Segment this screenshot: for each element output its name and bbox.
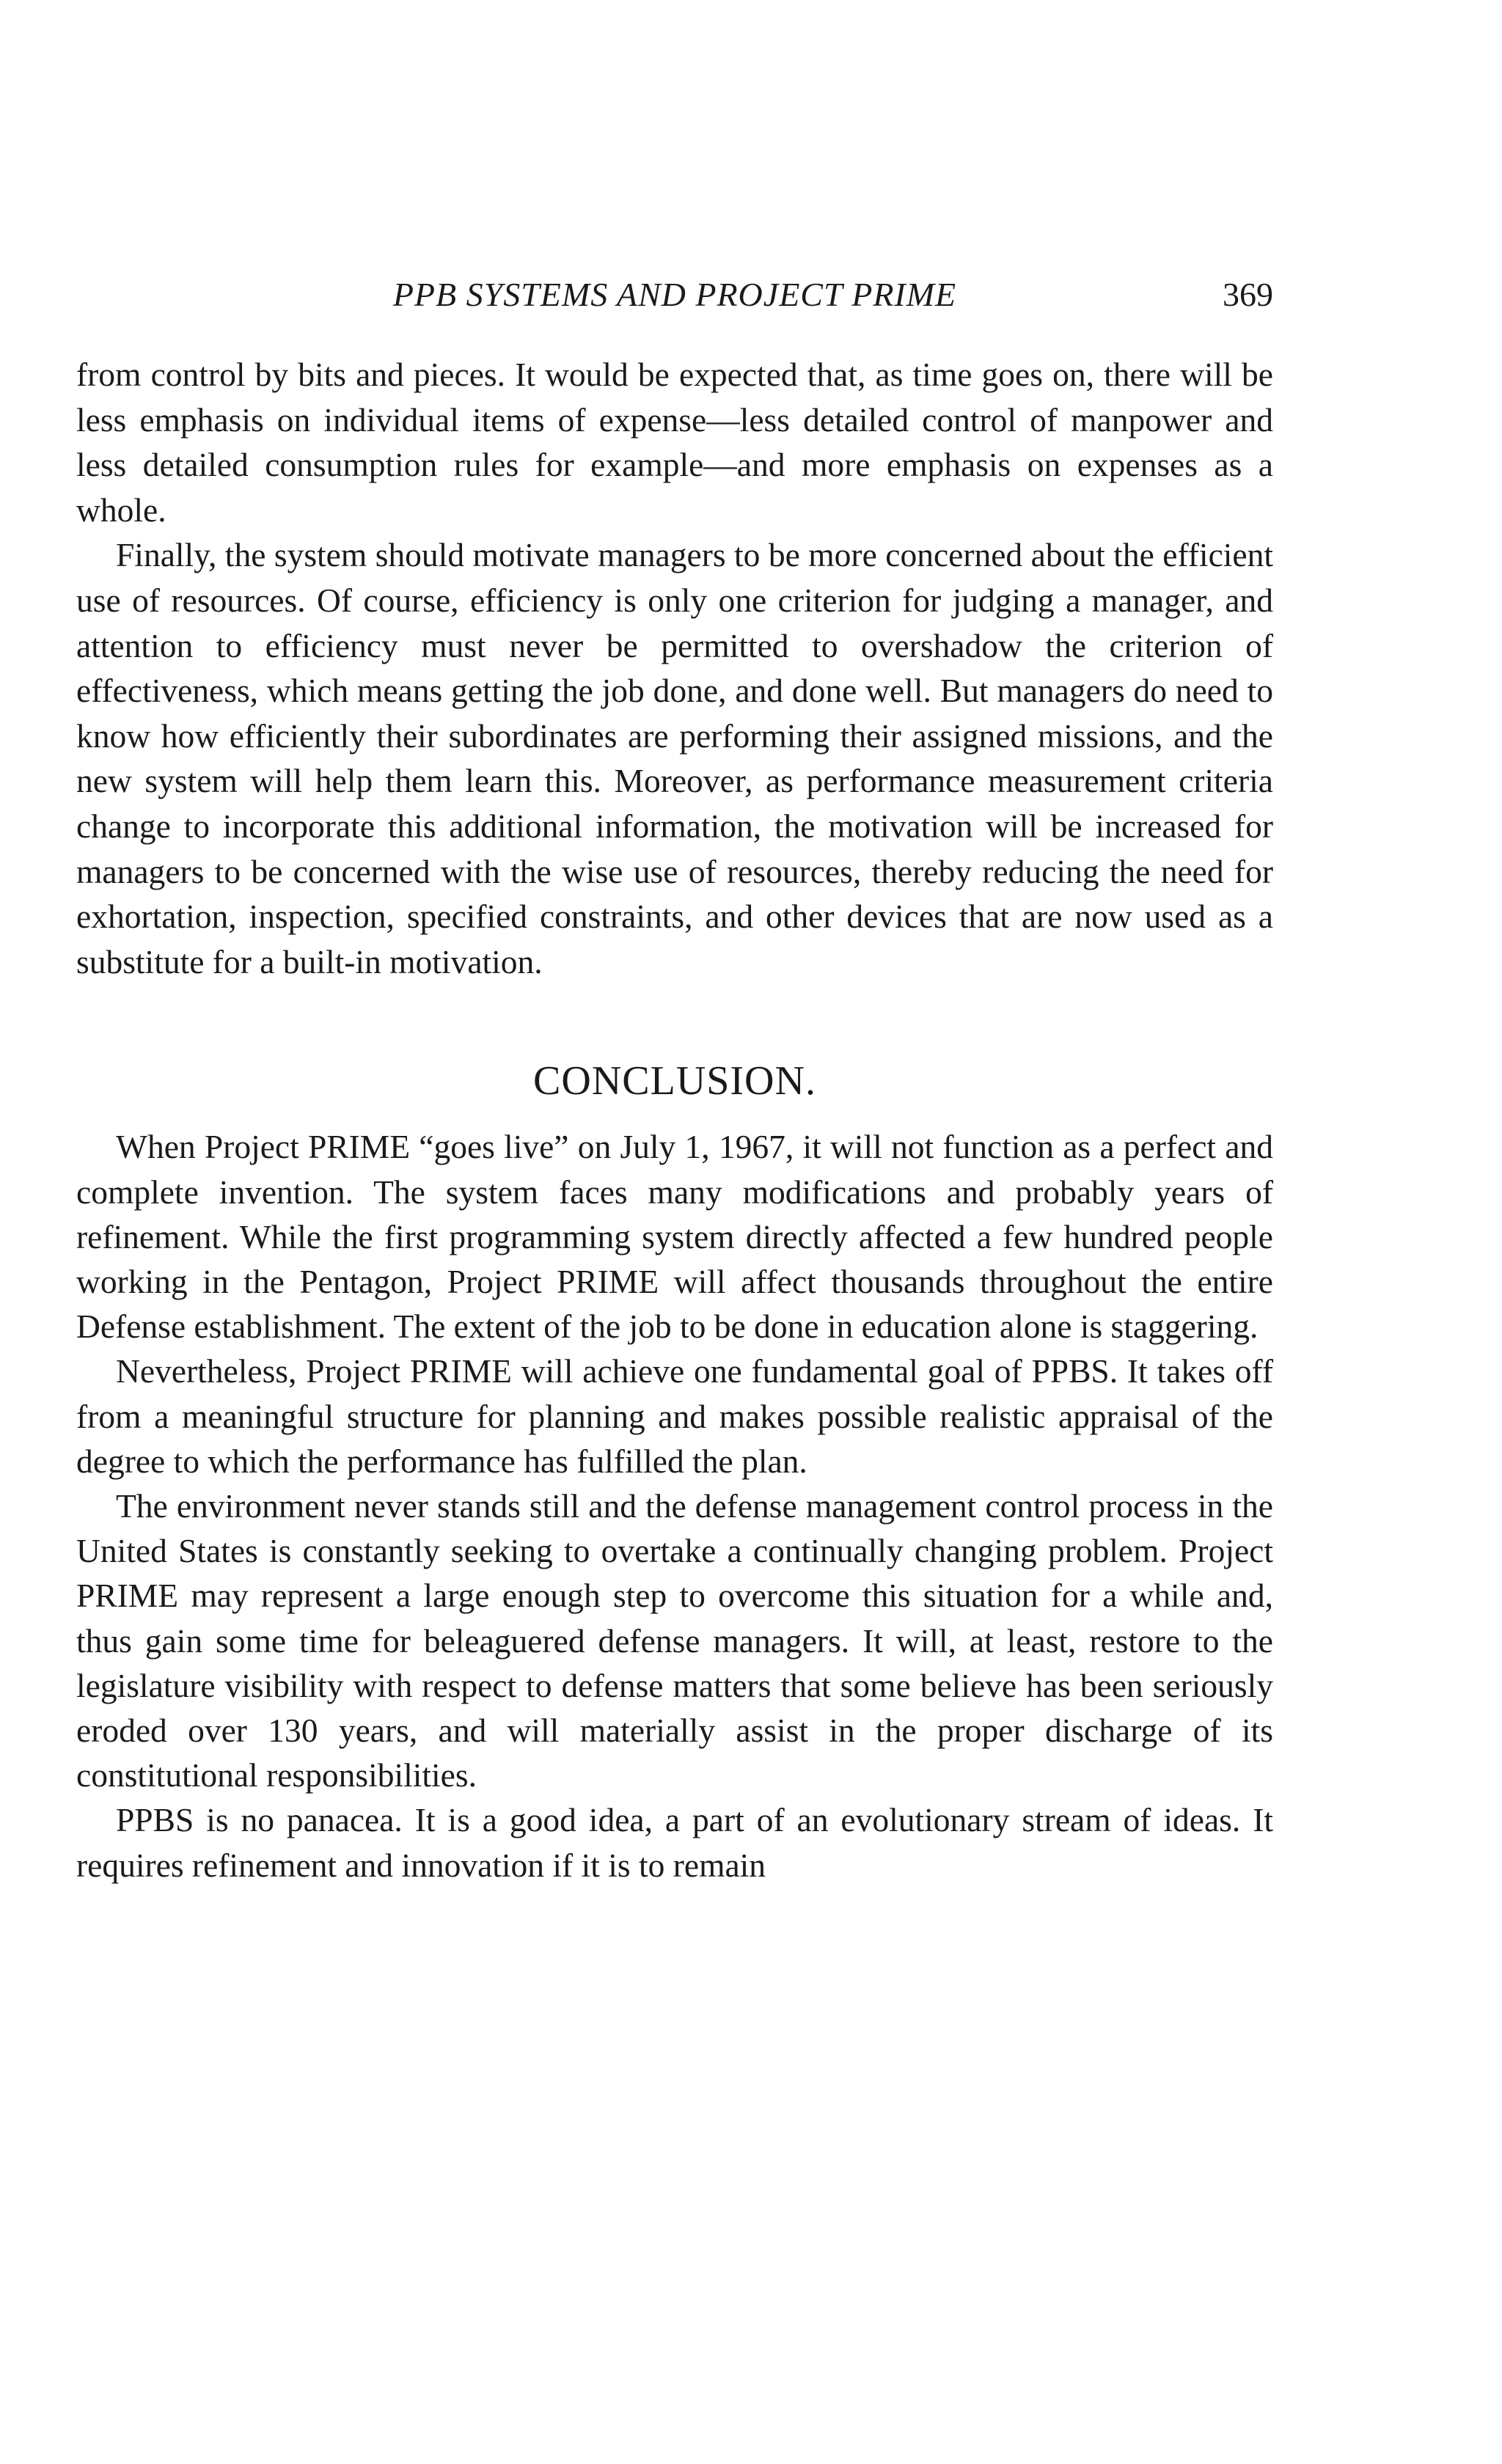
paragraph-no-panacea: PPBS is no panacea. It is a good idea, a part of an evolutionary stream of ideas. It requires refinement and innovation if it is to remain xyxy=(76,1801,1273,1884)
conclusion-section xyxy=(76,1124,1273,1887)
page-number: 369 xyxy=(1223,276,1273,313)
paragraph-nevertheless: Nevertheless, Project PRIME will achieve one fundamental goal of PPBS. It takes off from a meaningful structure for planning and makes possible realistic appraisal of the degree to which the performance has fulfilled the plan. xyxy=(76,1352,1273,1480)
paragraph-goes-live: When Project PRIME “goes live” on July 1, 1967, it will not function as a perfect and complete invention. The system faces many modifications and probably years of refinement. While the first programming system directly affected a few hundred people working in the Pentagon, Project PRIME will affect thousands throughout the entire Defense establishment. The extent of the job to be done in education alone is staggering. xyxy=(76,1128,1273,1346)
section-heading-conclusion: CONCLUSION. xyxy=(533,1058,816,1104)
running-title: PPB SYSTEMS AND PROJECT PRIME xyxy=(392,276,957,313)
paragraph-motivation: Finally, the system should motivate managers to be more concerned about the efficient use of resources. Of course, efficiency is only one criterion for judging a manager, and attention to efficiency must never be permitted to overshadow the criterion of effectiveness, which means getting the job done, and done well. But managers do need to know how efficiently their subordinates are performing their assigned missions, and the new system will help them learn this. Moreover, as performance measurement criteria change to incorporate this additional information, the motivation will be increased for managers to be concerned with the wise use of resources, thereby reducing the need for exhortation, inspection, specified constraints, and other devices that are now used as a substitute for a built-in motivation. xyxy=(76,536,1273,980)
body-text xyxy=(76,352,1273,1888)
paragraph-environment: The environment never stands still and the defense management control process in the United States is constantly seeking to overtake a continually changing problem. Project PRIME may represent a large enough step to overcome this situation for a while and, thus gain some time for beleaguered defense managers. It will, at least, restore to the legislature visibility with respect to defense matters that some believe has been seriously eroded over 130 years, and will materially assist in the proper discharge of its constitutional responsibilities. xyxy=(76,1486,1273,1794)
page-header xyxy=(76,273,1273,317)
paragraph-continued: from control by bits and pieces. It would be expected that, as time goes on, there will be less emphasis on individual items of expense—less detailed control of manpower and less detailed consumption rules for example—and more emphasis on expenses as a whole. xyxy=(76,356,1273,529)
